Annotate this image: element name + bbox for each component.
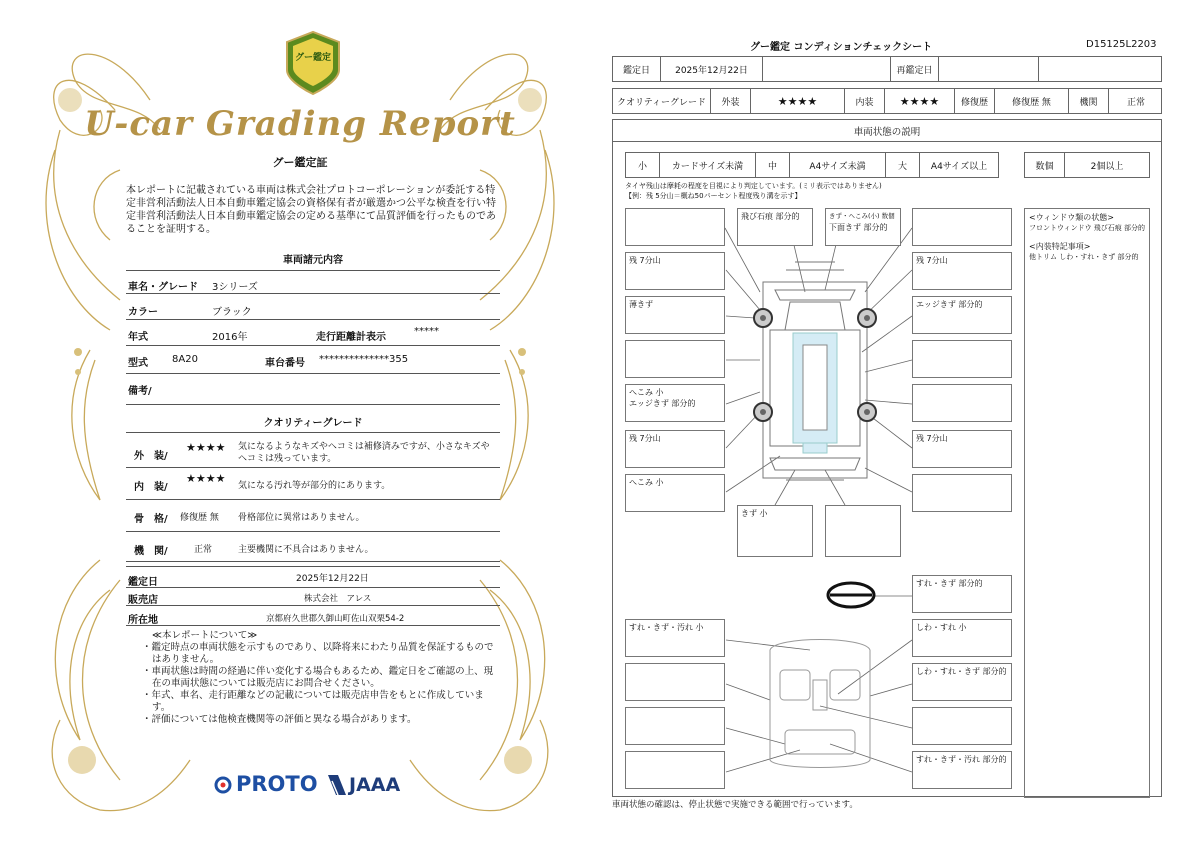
date-label: 鑑定日: [613, 57, 661, 81]
badge-text: グー鑑定: [294, 53, 331, 63]
note-box: [625, 340, 725, 378]
spec-heading: 車両諸元内容: [283, 255, 343, 266]
spec-row-model: [126, 346, 500, 374]
spec-chassis-value: **************355: [319, 354, 409, 365]
quality-frame-value: 修復歴 無: [180, 513, 219, 523]
quality-row-frame: [126, 500, 500, 532]
note-item: ・評価については他検査機関等の評価と異なる場合があります。: [142, 714, 417, 725]
cert-dealer-value: 株式会社 アレス: [304, 594, 372, 604]
cert-date-label: 鑑定日: [128, 577, 158, 588]
legend-large: 大: [886, 153, 920, 177]
quality-frame-text: 骨格部位に異常はありません。: [238, 513, 365, 523]
quality-engine-text: 主要機関に不具合はありません。: [238, 545, 374, 555]
note-text: 残 7分山: [916, 434, 948, 443]
date-value: 2025年12月22日: [661, 57, 763, 81]
quality-exterior-text: 気になるようなキズやヘコミは補修済みですが、小さなキズやヘコミは残っています。: [238, 442, 490, 464]
spec-model-label: 型式: [128, 358, 148, 369]
cert-address-label: 所在地: [128, 615, 158, 626]
spec-name-value: 3シリーズ: [212, 282, 258, 293]
note-text: すれ・きず・汚れ 小: [629, 623, 704, 632]
quality-engine-label: 機 関/: [134, 546, 168, 557]
note-box: [625, 707, 725, 745]
legend-small-desc: カードサイズ未満: [660, 153, 756, 177]
note-text: 薄きず: [629, 300, 653, 309]
quality-row-interior: [126, 468, 500, 500]
legend-count: 数個: [1025, 153, 1065, 177]
note-box: [912, 340, 1012, 378]
quality-frame-label: 骨 格/: [134, 514, 168, 525]
note-box-left-door: [625, 384, 725, 422]
note-box-interior-left: [625, 619, 725, 657]
note-text: 下面きず 部分的: [829, 223, 888, 232]
note-box-front-glass: [737, 208, 813, 246]
note-text: へこみ 小: [629, 478, 664, 487]
sheet-doc-id: D15125L2203: [1086, 39, 1157, 50]
spec-row-remarks: [126, 374, 500, 405]
reinspect-label: 再鑑定日: [891, 57, 939, 81]
note-box: [912, 707, 1012, 745]
cert-row-address: [126, 606, 500, 626]
legend-large-desc: A4サイズ以上: [930, 161, 988, 172]
tire-note-1: タイヤ残山は摩耗の程度を目視により判定しています。(ミリ表示ではありません): [625, 182, 882, 190]
spec-row-name: [126, 270, 500, 294]
spec-remarks-label: 備考/: [128, 386, 152, 397]
quality-exterior-stars: ★★★★: [186, 441, 226, 454]
quality-exterior-label: 外 装/: [134, 451, 168, 462]
proto-logo: PROTO: [236, 772, 318, 796]
certificate-intro: 本レポートに記載されている車両は株式会社プロトコーポレーションが委託する特定非営利活動法人日本自動車鑑定協会の資格保有者が厳選かつ公平な検査を行い特定非営利活動法人日本自動車鑑定協会の定める基準にて品質評価を行ったものであることを証明する。: [126, 185, 496, 235]
note-text: しわ・すれ・きず 部分的: [916, 667, 1007, 676]
note-text: しわ・すれ 小: [916, 623, 967, 632]
jaaa-logo: JAAA: [349, 774, 401, 796]
note-text: エッジきず 部分的: [629, 399, 696, 408]
tire-note-2: 【例：残 5分山＝概ね50パーセント程度残り溝を示す】: [625, 192, 802, 200]
spec-year-label: 年式: [128, 332, 148, 343]
quality-row-exterior: [126, 432, 500, 468]
note-text: 残 7分山: [629, 434, 661, 443]
grade-repair-value: 修復歴 無: [995, 89, 1069, 113]
spec-row-color: [126, 294, 500, 320]
sheet-footer: 車両状態の確認は、停止状態で実施できる範囲で行っています。: [612, 800, 858, 810]
notes-heading: ≪本レポートについて≫: [152, 630, 258, 641]
cert-row-date: [126, 566, 500, 588]
grade-ext-stars: ★★★★: [751, 89, 845, 113]
note-item: ・鑑定時点の車両状態を示すものであり、以降将来にわたり品質を保証するものではありません。: [142, 642, 494, 665]
note-box-right-rear-tire: [912, 430, 1012, 468]
spec-mileage-label: 走行距離計表示: [316, 332, 386, 343]
proto-logo-icon: [214, 775, 234, 797]
note-box: [625, 751, 725, 789]
spec-row-year: [126, 320, 500, 346]
note-box: [912, 474, 1012, 512]
window-text: フロントウィンドウ 飛び石痕 部分的: [1029, 224, 1146, 232]
note-text: エッジきず 部分的: [916, 300, 983, 309]
legend-mid-desc: A4サイズ未満: [790, 153, 886, 177]
note-box-interior-right1: [912, 619, 1012, 657]
note-box-right-front-tire: [912, 252, 1012, 290]
legend-mid: 中: [756, 153, 790, 177]
spec-color-value: ブラック: [212, 307, 252, 318]
trim-heading: <内装特記事項>: [1029, 242, 1091, 251]
note-text: 残 7分山: [629, 256, 661, 265]
grade-engine-label: 機関: [1069, 89, 1109, 113]
note-box-front-bumper: [825, 208, 901, 246]
legend-count-desc: 2個以上: [1090, 161, 1124, 172]
spec-model-value: 8A20: [172, 354, 198, 365]
condition-check-sheet: [600, 0, 1200, 848]
note-text: すれ・きず・汚れ 部分的: [916, 755, 1007, 764]
cert-address-value: 京都府久世郡久御山町佐山双栗54-2: [266, 614, 405, 624]
note-item: ・年式、車名、走行距離などの記載については販売店申告をもとに作成しています。: [142, 690, 484, 713]
note-text: 飛び石痕 部分的: [741, 212, 800, 221]
note-item: ・車両状態は時間の経過に伴い変化する場合もあるため、鑑定日をご確認の上、現在の車両状態については販売店にお問合せください。: [142, 666, 494, 689]
grade-ext-label: 外装: [711, 89, 751, 113]
description-heading: 車両状態の説明: [613, 120, 1161, 142]
note-box-right-fender: [912, 296, 1012, 334]
spec-color-label: カラー: [128, 307, 158, 318]
note-box-left-fender: [625, 296, 725, 334]
note-box-left-front-tire: [625, 252, 725, 290]
quality-engine-value: 正常: [194, 545, 213, 555]
note-box: [912, 208, 1012, 246]
certificate-title: U-car Grading Report: [84, 104, 516, 144]
note-box: [625, 208, 725, 246]
quality-interior-label: 内 装/: [134, 482, 168, 493]
quality-heading: クオリティーグレード: [263, 418, 363, 429]
note-box: [825, 505, 901, 557]
steering-wheel-icon: [828, 583, 874, 607]
note-box-left-rear: [625, 474, 725, 512]
grade-engine-value: 正常: [1126, 97, 1145, 108]
goo-badge-icon: [287, 32, 339, 94]
window-heading: <ウィンドウ類の状態>: [1029, 213, 1114, 222]
note-text: 残 7分山: [916, 256, 948, 265]
cert-date-value: 2025年12月22日: [296, 574, 369, 584]
note-box-interior-right2: [912, 663, 1012, 701]
quality-interior-stars: ★★★★: [186, 472, 226, 485]
cert-row-dealer: [126, 588, 500, 606]
note-box-left-rear-tire: [625, 430, 725, 468]
grade-int-label: 内装: [845, 89, 885, 113]
sheet-title: グー鑑定 コンディションチェックシート: [750, 42, 933, 53]
grade-label: クオリティーグレード: [613, 89, 711, 113]
certificate-subtitle: グー鑑定証: [272, 156, 328, 169]
trim-text: 他トリム しわ・すれ・きず 部分的: [1029, 253, 1139, 261]
spec-year-value: 2016年: [212, 332, 248, 343]
note-box: [625, 663, 725, 701]
grade-int-stars: ★★★★: [885, 89, 955, 113]
note-box-interior-right3: [912, 751, 1012, 789]
note-box-steering: [912, 575, 1012, 613]
legend-small: 小: [626, 153, 660, 177]
note-box: [912, 384, 1012, 422]
note-text: へこみ 小: [629, 388, 664, 397]
spec-name-label: 車名・グレード: [128, 282, 198, 293]
cert-dealer-label: 販売店: [128, 595, 158, 606]
note-box-rear: [737, 505, 813, 557]
jaaa-logo-icon: [326, 773, 348, 797]
spec-mileage-value: *****: [414, 326, 439, 337]
spec-chassis-label: 車台番号: [265, 358, 305, 369]
grade-repair-label: 修復歴: [955, 89, 995, 113]
note-text: きず 小: [741, 509, 768, 518]
note-text: きず・へこみ(小) 数個: [829, 212, 895, 220]
quality-row-engine: [126, 532, 500, 562]
note-text: すれ・きず 部分的: [916, 579, 983, 588]
report-notes: [140, 630, 496, 726]
quality-interior-text: 気になる汚れ等が部分的にあります。: [238, 481, 391, 491]
